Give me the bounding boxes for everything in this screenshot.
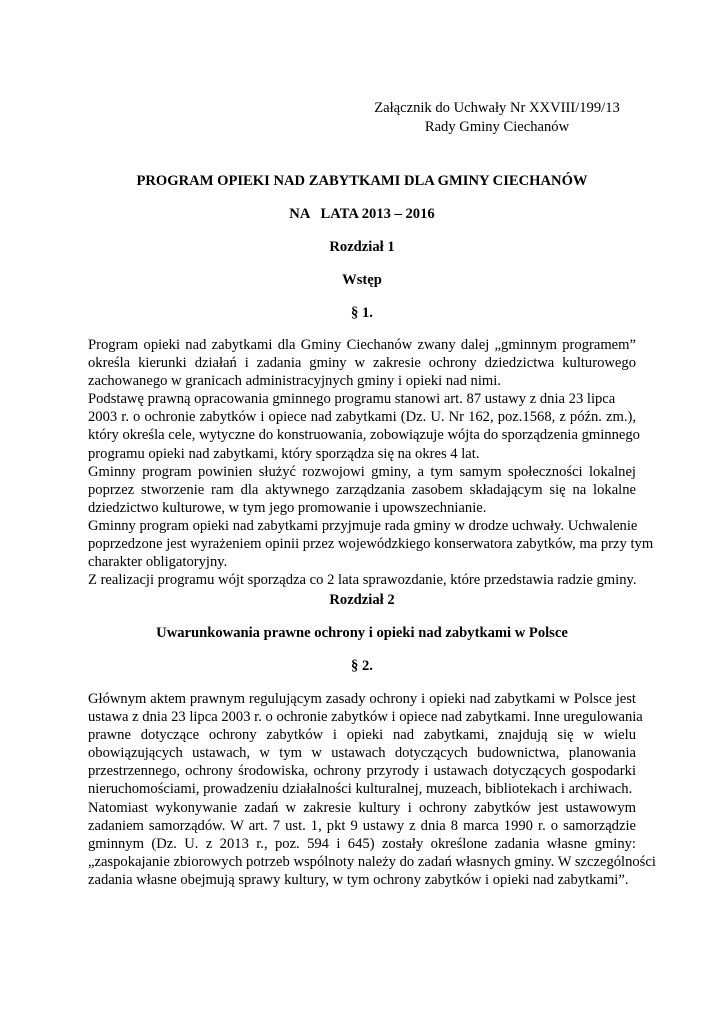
body-line: poprzez stworzenie ram dla aktywnego zarządzania zasobem składającym się na lokalne (88, 481, 636, 498)
attachment-line-2: Rady Gminy Ciechanów (424, 119, 570, 135)
body-line: 2003 r. o ochronie zabytków i opiece nad zabytkami (Dz. U. Nr 162, poz.1568, z późn. zm.), (88, 409, 636, 426)
body-line: który określa cele, wytyczne do konstruowania, zobowiązuje wójta do sporządzenia gminnego (88, 427, 640, 444)
document-title: PROGRAM OPIEKI NAD ZABYTKAMI DLA GMINY CIECHANÓW (136, 173, 588, 189)
chapter-2-body (88, 690, 656, 889)
chapter-1-name: Wstęp (342, 272, 382, 288)
chapter-1-section: § 1. (351, 305, 373, 321)
body-line: Podstawę prawną opracowania gminnego programu stanowi art. 87 ustawy z dnia 23 lipca (88, 391, 616, 408)
document-subtitle: NA LATA 2013 – 2016 (289, 206, 435, 222)
attachment-note (372, 99, 622, 137)
body-line: Z realizacji programu wójt sporządza co 2 lata sprawozdanie, które przedstawia radzie gminy. (88, 572, 637, 589)
body-line: nieruchomościami, prowadzeniu działalności kulturalnej, muzeach, bibliotekach i archiwach. (88, 781, 633, 798)
body-line: Natomiast wykonywanie zadań w zakresie kultury i ochrony zabytków jest ustawowym (88, 799, 636, 816)
body-line: określa kierunki działań i zadania gminy w zakresie ochrony dziedzictwa kulturowego (88, 355, 636, 372)
chapter-2-name: Uwarunkowania prawne ochrony i opieki nad zabytkami w Polsce (156, 625, 568, 641)
body-line: „zaspokajanie zbiorowych potrzeb wspólnoty należy do zadań własnych gminy. W szczególności (88, 853, 656, 870)
chapter-2-label: Rozdział 2 (329, 592, 395, 608)
body-line: ustawa z dnia 23 lipca 2003 r. o ochronie zabytków i opiece nad zabytkami. Inne uregulowania (88, 709, 643, 726)
body-line: dziedzictwo kulturowe, w tym jego promowanie i upowszechnianie. (88, 499, 487, 516)
body-line: charakter obligatoryjny. (88, 554, 228, 571)
attachment-line-1: Załącznik do Uchwały Nr XXVIII/199/13 (374, 100, 620, 116)
body-line: poprzedzone jest wyrażeniem opinii przez wojewódzkiego konserwatora zabytków, ma przy tym (88, 536, 654, 553)
body-line: Program opieki nad zabytkami dla Gminy Ciechanów zwany dalej „gminnym programem” (88, 337, 636, 353)
body-line: zachowanego w granicach administracyjnych gminy i opieki nad nimi. (88, 373, 501, 390)
body-line: Gminny program powinien służyć rozwojowi gminy, a tym samym społeczności lokalnej (88, 463, 636, 480)
body-line: programu opieki nad zabytkami, który sporządza się na okres 4 lat. (88, 445, 480, 462)
body-line: zadaniem samorządów. W art. 7 ust. 1, pkt 9 ustawy z dnia 8 marca 1990 r. o samorządzie (88, 817, 636, 834)
body-line: Głównym aktem prawnym regulującym zasady ochrony i opieki nad zabytkami w Polsce jest (88, 691, 636, 707)
chapter-1-body (88, 336, 654, 589)
body-line: obowiązujących ustawach, w tym w ustawach dotyczących budownictwa, planowania (88, 745, 636, 762)
chapter-1-label: Rozdział 1 (329, 239, 395, 255)
body-line: zadania własne obejmują sprawy kultury, w tym ochrony zabytków i opieki nad zabytkami”. (88, 871, 629, 888)
body-line: przestrzennego, ochrony środowiska, ochrony przyrody i ustawach dotyczących gospodarki (88, 763, 636, 780)
body-line: gminnym (Dz. U. z 2013 r., poz. 594 i 645) zostały określone zadania własne gminy: (88, 835, 636, 852)
body-line: Gminny program opieki nad zabytkami przyjmuje rada gminy w drodze uchwały. Uchwalenie (88, 517, 638, 534)
chapter-2-section: § 2. (351, 658, 373, 674)
body-line: prawne dotyczące ochrony zabytków i opieki nad zabytkami, znajdują się w wielu (88, 727, 636, 744)
